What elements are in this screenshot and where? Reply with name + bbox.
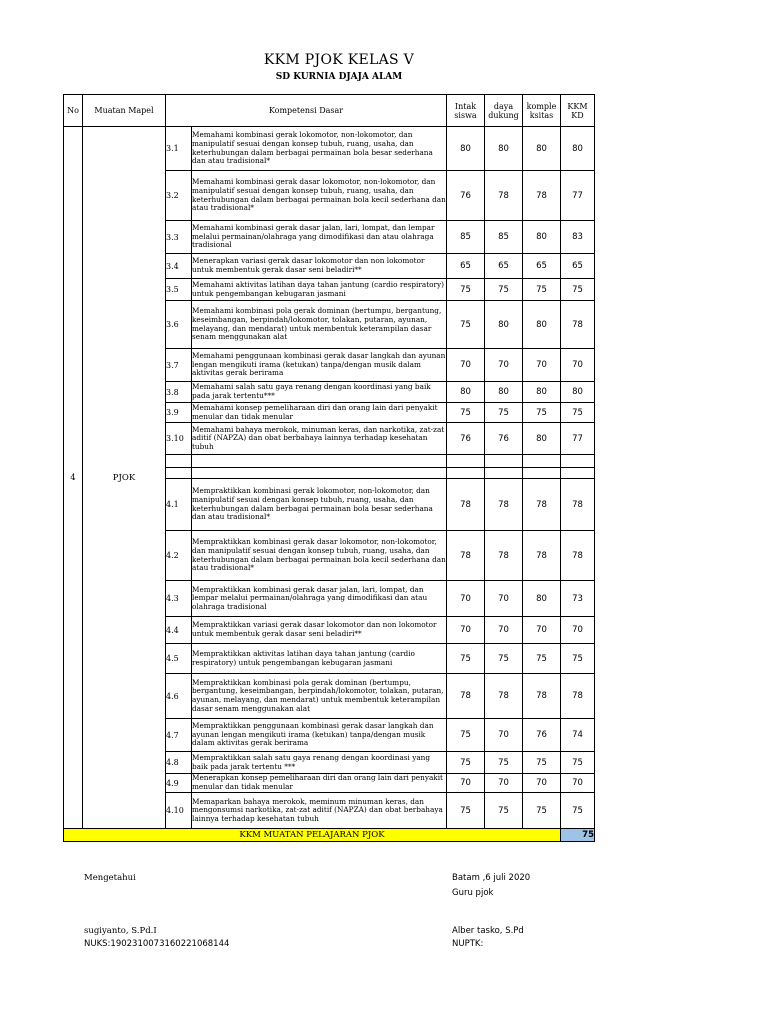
intake-value: 75 (447, 301, 485, 349)
intake-value: 70 (447, 349, 485, 382)
kd-text: Mempraktikkan kombinasi gerak lokomotor, non-lokomotor, dan manipulatif sesuai dengan konsep tubuh, ruang, usaha, dan keterhubungan dalam berbagai permainan bola besar sederhana dan atau tradisional* (192, 479, 447, 531)
kd-text (192, 455, 447, 468)
kkm-kd-value: 74 (561, 719, 595, 752)
kkm-kd-value: 80 (561, 127, 595, 171)
kd-code: 4.2 (166, 531, 192, 581)
daya-dukung-value: 78 (485, 531, 523, 581)
kd-text: Mempraktikkan salah satu gaya renang dengan koordinasi yang baik pada jarak tertentu *** (192, 752, 447, 774)
kd-code (166, 455, 192, 468)
header-muatan-mapel: Muatan Mapel (83, 95, 166, 127)
daya-dukung-value: 70 (485, 581, 523, 617)
kd-code: 3.6 (166, 301, 192, 349)
kompleksitas-value: 70 (523, 617, 561, 644)
kd-code: 3.5 (166, 279, 192, 301)
kkm-kd-value: 75 (561, 793, 595, 829)
kompleksitas-value: 80 (523, 301, 561, 349)
kd-code: 4.7 (166, 719, 192, 752)
kd-code: 3.7 (166, 349, 192, 382)
document-title: KKM PJOK KELAS V (263, 52, 415, 68)
kd-text: Memaparkan bahaya merokok, meminum minuman keras, dan mengonsumsi narkotika, zat-zat aditif (NAPZA) dan obat berbahaya lainnya terhadap kesehatan tubuh (192, 793, 447, 829)
kd-text (192, 468, 447, 479)
intake-value: 78 (447, 479, 485, 531)
cell-no: 4 (64, 127, 83, 829)
kd-code: 4.4 (166, 617, 192, 644)
kkm-kd-value (561, 455, 595, 468)
kompleksitas-value: 80 (523, 127, 561, 171)
kkm-kd-value: 70 (561, 774, 595, 793)
intake-value: 78 (447, 674, 485, 719)
kompleksitas-value (523, 468, 561, 479)
intake-value: 80 (447, 382, 485, 403)
kd-code: 3.9 (166, 403, 192, 423)
kd-code: 4.9 (166, 774, 192, 793)
sign-role: Guru pjok (452, 888, 494, 898)
daya-dukung-value: 78 (485, 674, 523, 719)
kd-code: 4.10 (166, 793, 192, 829)
kd-code: 3.2 (166, 171, 192, 221)
intake-value: 75 (447, 752, 485, 774)
kkm-table (63, 94, 595, 842)
kkm-kd-value: 70 (561, 349, 595, 382)
kkm-kd-value: 77 (561, 423, 595, 455)
sign-place-date: Batam ,6 juli 2020 (452, 873, 531, 883)
kompleksitas-value: 80 (523, 382, 561, 403)
kd-text: Mempraktikkan kombinasi gerak dasar lokomotor, non-lokomotor, dan manipulatif sesuai dengan konsep tubuh, ruang, usaha, dan keterhubungan dalam berbagai permainan bola kecil sederhana dan atau tradisional* (192, 531, 447, 581)
daya-dukung-value: 85 (485, 221, 523, 254)
kkm-kd-value: 75 (561, 644, 595, 674)
footer-row (64, 829, 595, 842)
intake-value: 65 (447, 254, 485, 279)
kd-text: Menerapkan konsep pemeliharaan diri dan orang lain dari penyakit menular dan tidak menular (192, 774, 447, 793)
intake-value: 70 (447, 581, 485, 617)
daya-dukung-value: 75 (485, 279, 523, 301)
daya-dukung-value: 76 (485, 423, 523, 455)
header-row (64, 95, 595, 127)
daya-dukung-value: 80 (485, 301, 523, 349)
kompleksitas-value: 70 (523, 774, 561, 793)
kd-code: 4.6 (166, 674, 192, 719)
intake-value: 85 (447, 221, 485, 254)
intake-value (447, 468, 485, 479)
daya-dukung-value: 70 (485, 774, 523, 793)
kd-code: 4.1 (166, 479, 192, 531)
kd-text: Memahami konsep pemeliharaan diri dan orang lain dari penyakit menular dan tidak menular (192, 403, 447, 423)
kompleksitas-value: 75 (523, 793, 561, 829)
kd-text: Memahami penggunaan kombinasi gerak dasar langkah dan ayunan lengan mengikuti irama (ketukan) tanpa/dengan musik dalam aktivitas gerak berirama (192, 349, 447, 382)
intake-value: 75 (447, 793, 485, 829)
kd-text: Mempraktikkan penggunaan kombinasi gerak dasar langkah dan ayunan lengan mengikuti irama (ketukan) tanpa/dengan musik dalam aktivitas gerak berirama (192, 719, 447, 752)
intake-value: 70 (447, 617, 485, 644)
kkm-muatan-value: 75 (561, 829, 595, 842)
kompleksitas-value: 80 (523, 221, 561, 254)
intake-value: 76 (447, 423, 485, 455)
header-intake: Intak siswa (447, 95, 485, 127)
sign-right-id: NUPTK: (452, 939, 484, 949)
intake-value (447, 455, 485, 468)
daya-dukung-value (485, 468, 523, 479)
kompleksitas-value: 80 (523, 581, 561, 617)
kd-text: Memahami kombinasi gerak lokomotor, non-lokomotor, dan manipulatif sesuai dengan konsep tubuh, ruang, usaha, dan keterhubungan dalam berbagai permainan bola besar sederhana dan atau tradisional* (192, 127, 447, 171)
kkm-muatan-label: KKM MUATAN PELAJARAN PJOK (64, 829, 561, 842)
kkm-kd-value: 80 (561, 382, 595, 403)
kkm-kd-value (561, 468, 595, 479)
kompleksitas-value: 75 (523, 279, 561, 301)
kkm-kd-value: 70 (561, 617, 595, 644)
daya-dukung-value: 78 (485, 171, 523, 221)
sign-left-heading: Mengetahui (84, 873, 136, 883)
daya-dukung-value: 65 (485, 254, 523, 279)
kompleksitas-value: 78 (523, 171, 561, 221)
kompleksitas-value: 75 (523, 752, 561, 774)
school-name: SD KURNIA DJAJA ALAM (275, 72, 403, 82)
intake-value: 75 (447, 719, 485, 752)
daya-dukung-value: 75 (485, 644, 523, 674)
kompleksitas-value: 78 (523, 479, 561, 531)
kd-text: Mempraktikkan kombinasi pola gerak dominan (bertumpu, bergantung, keseimbangan, berpindah/lokomotor, tolakan, putaran, ayunan, melayang, dan mendarat) untuk membentuk keterampilan dasar senam menggunakan alat (192, 674, 447, 719)
daya-dukung-value: 70 (485, 617, 523, 644)
kd-code (166, 468, 192, 479)
kd-text: Menerapkan variasi gerak dasar lokomotor dan non lokomotor untuk membentuk gerak dasar seni beladiri** (192, 254, 447, 279)
header-kompleksitas: komple ksitas (523, 95, 561, 127)
daya-dukung-value: 78 (485, 479, 523, 531)
kkm-kd-value: 73 (561, 581, 595, 617)
daya-dukung-value: 75 (485, 752, 523, 774)
kd-text: Mempraktikkan variasi gerak dasar lokomotor dan non lokomotor untuk membentuk gerak dasar seni beladiri** (192, 617, 447, 644)
daya-dukung-value: 70 (485, 719, 523, 752)
kd-text: Mempraktikkan kombinasi gerak dasar jalan, lari, lompat, dan lempar melalui permainan/olahraga yang dimodifikasi dan atau olahraga tradisional (192, 581, 447, 617)
kd-code: 3.4 (166, 254, 192, 279)
daya-dukung-value (485, 455, 523, 468)
daya-dukung-value: 80 (485, 382, 523, 403)
kd-text: Memahami bahaya merokok, minuman keras, dan narkotika, zat-zat aditif (NAPZA) dan obat berbahaya lainnya terhadap kesehatan tubuh (192, 423, 447, 455)
kkm-kd-value: 75 (561, 279, 595, 301)
kkm-kd-value: 83 (561, 221, 595, 254)
kkm-kd-value: 75 (561, 403, 595, 423)
intake-value: 76 (447, 171, 485, 221)
daya-dukung-value: 80 (485, 127, 523, 171)
kompleksitas-value: 75 (523, 644, 561, 674)
intake-value: 80 (447, 127, 485, 171)
sign-left-name: sugiyanto, S.Pd.I (84, 926, 157, 936)
kkm-kd-value: 78 (561, 674, 595, 719)
kkm-kd-value: 78 (561, 531, 595, 581)
kompleksitas-value: 70 (523, 349, 561, 382)
daya-dukung-value: 70 (485, 349, 523, 382)
intake-value: 78 (447, 531, 485, 581)
header-kompetensi-dasar: Kompetensi Dasar (166, 95, 447, 127)
kompleksitas-value: 80 (523, 423, 561, 455)
sign-right-name: Alber tasko, S.Pd (452, 926, 524, 936)
kkm-kd-value: 77 (561, 171, 595, 221)
kompleksitas-value: 75 (523, 403, 561, 423)
kompleksitas-value: 78 (523, 531, 561, 581)
kompleksitas-value: 78 (523, 674, 561, 719)
kkm-kd-value: 78 (561, 479, 595, 531)
kkm-kd-value: 78 (561, 301, 595, 349)
intake-value: 75 (447, 644, 485, 674)
kd-text: Memahami kombinasi pola gerak dominan (bertumpu, bergantung, keseimbangan, berpindah/lokomotor, tolakan, putaran, ayunan, melayang, dan mendarat) untuk membentuk keterampilan dasar senam menggunakan alat (192, 301, 447, 349)
daya-dukung-value: 75 (485, 403, 523, 423)
sign-left-id: NUKS:19023100731602​21068144 (84, 939, 230, 949)
table-row (64, 127, 595, 171)
kd-text: Memahami salah satu gaya renang dengan koordinasi yang baik pada jarak tertentu*** (192, 382, 447, 403)
intake-value: 70 (447, 774, 485, 793)
kd-code: 4.5 (166, 644, 192, 674)
daya-dukung-value: 75 (485, 793, 523, 829)
intake-value: 75 (447, 403, 485, 423)
kd-code: 3.1 (166, 127, 192, 171)
kd-code: 4.3 (166, 581, 192, 617)
header-no: No (64, 95, 83, 127)
kd-text: Mempraktikkan aktivitas latihan daya tahan jantung (cardio respiratory) untuk pengembangan kebugaran jasmani (192, 644, 447, 674)
kd-text: Memahami aktivitas latihan daya tahan jantung (cardio respiratory) untuk pengembangan kebugaran jasmani (192, 279, 447, 301)
kd-text: Memahami kombinasi gerak dasar jalan, lari, lompat, dan lempar melalui permainan/olahraga yang dimodifikasi dan atau olahraga tradisional (192, 221, 447, 254)
kompleksitas-value: 65 (523, 254, 561, 279)
kd-code: 3.3 (166, 221, 192, 254)
header-kkm-kd: KKM KD (561, 95, 595, 127)
kompleksitas-value: 76 (523, 719, 561, 752)
header-daya-dukung: daya dukung (485, 95, 523, 127)
kd-code: 4.8 (166, 752, 192, 774)
cell-muatan-mapel: PJOK (83, 127, 166, 829)
kkm-kd-value: 75 (561, 752, 595, 774)
intake-value: 75 (447, 279, 485, 301)
kd-code: 3.8 (166, 382, 192, 403)
kd-code: 3.10 (166, 423, 192, 455)
kkm-kd-value: 65 (561, 254, 595, 279)
kompleksitas-value (523, 455, 561, 468)
kd-text: Memahami kombinasi gerak dasar lokomotor, non-lokomotor, dan manipulatif sesuai dengan konsep tubuh, ruang, usaha, dan keterhubungan dalam berbagai permainan bola kecil sederhana dan atau tradisional* (192, 171, 447, 221)
